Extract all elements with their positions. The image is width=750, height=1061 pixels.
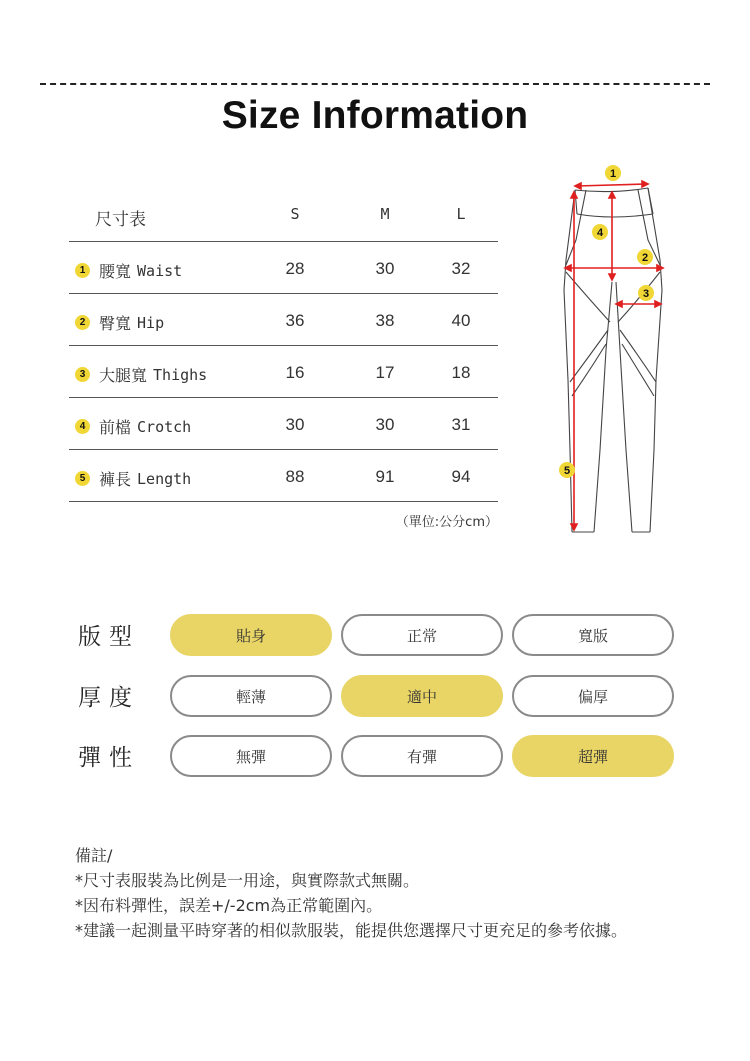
number-badge: 4 [75,419,90,434]
value-l: 94 [451,467,471,486]
svg-text:2: 2 [641,252,649,264]
value-s: 30 [285,415,305,434]
option-pill-selected: 適中 [341,675,503,717]
option-pill: 無彈 [170,735,332,777]
value-m: 30 [375,259,395,278]
value-s: 88 [285,467,305,486]
attribute-row-thickness [78,675,678,719]
notes-section [75,843,627,943]
attribute-label: 版型 [78,624,140,650]
table-row-crotch [69,398,498,450]
row-label-zh: 大腿寬 [99,366,148,385]
svg-text:3: 3 [642,288,650,300]
size-table-header [69,195,498,242]
number-badge: 1 [75,263,90,278]
attribute-row-elasticity [78,735,678,779]
svg-text:4: 4 [596,227,604,239]
header-size-m: M [380,205,390,223]
attribute-label: 彈性 [78,745,140,771]
header-size-l: L [456,205,466,223]
note-line: *尺寸表服裝為比例是一用途，與實際款式無關。 [75,871,420,890]
table-row-length [69,450,498,502]
attribute-label: 厚度 [78,685,140,711]
table-row-hip [69,294,498,346]
option-pill: 寬版 [512,614,674,656]
row-label-zh: 臀寬 [99,314,132,333]
page-title: Size Information [221,94,529,137]
option-pill: 正常 [341,614,503,656]
value-s: 36 [285,311,305,330]
value-m: 91 [375,467,395,486]
row-label-en: Crotch [137,417,192,436]
value-l: 31 [451,415,471,434]
value-m: 17 [375,363,395,382]
value-m: 38 [375,311,395,330]
row-label-en: Thighs [153,365,208,384]
size-table [69,195,498,530]
note-line: *因布料彈性，誤差+/-2cm為正常範圍內。 [75,896,383,915]
row-label-zh: 前檔 [99,418,132,437]
table-row-thighs [69,346,498,398]
table-row-waist [69,242,498,294]
option-pill: 有彈 [341,735,503,777]
svg-text:5: 5 [563,465,571,477]
option-pill-selected: 貼身 [170,614,332,656]
dashed-divider [40,83,710,85]
value-m: 30 [375,415,395,434]
pants-outline-icon [520,150,700,550]
note-line: *建議一起測量平時穿著的相似款服裝，能提供您選擇尺寸更充足的參考依據。 [75,921,628,940]
svg-text:1: 1 [609,168,617,180]
row-label-en: Length [137,469,192,488]
value-l: 18 [451,363,471,382]
value-s: 16 [285,363,305,382]
option-pill: 輕薄 [170,675,332,717]
row-label-zh: 褲長 [99,470,132,489]
header-label: 尺寸表 [95,210,146,230]
header-size-s: S [290,205,300,223]
option-pill-selected: 超彈 [512,735,674,777]
value-l: 32 [451,259,471,278]
pants-measurement-diagram [520,150,700,550]
notes-heading: 備註/ [75,846,113,865]
number-badge: 5 [75,471,90,486]
number-badge: 2 [75,315,90,330]
row-label-zh: 腰寬 [99,262,132,281]
value-l: 40 [451,311,471,330]
row-label-en: Waist [137,261,183,280]
value-s: 28 [285,259,305,278]
unit-note: （單位:公分cm） [395,515,498,530]
option-pill: 偏厚 [512,675,674,717]
attribute-row-fit [78,614,678,658]
row-label-en: Hip [137,313,165,332]
number-badge: 3 [75,367,90,382]
